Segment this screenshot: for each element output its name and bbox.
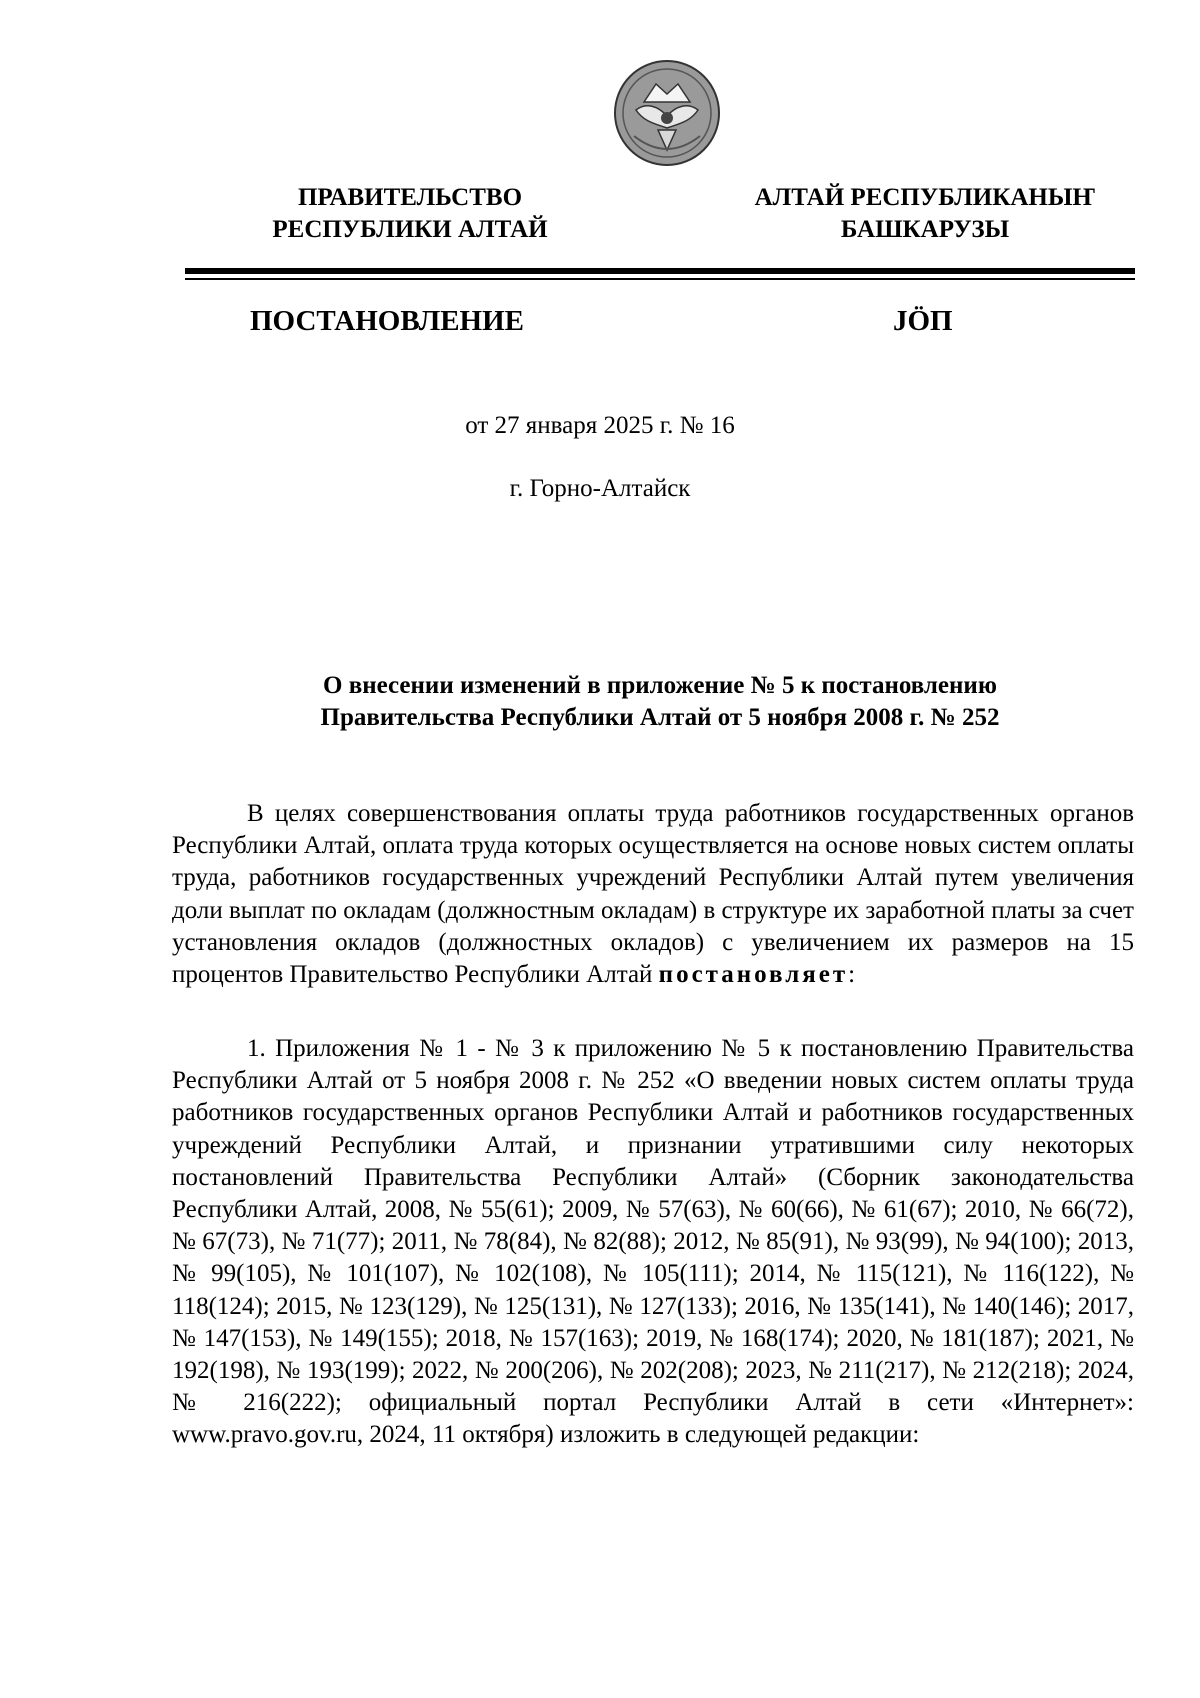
document-title-line1: О внесении изменений в приложение № 5 к постановлению — [323, 672, 997, 699]
document-city: г. Горно-Алтайск — [509, 475, 691, 502]
preamble-text: В целях совершенствования оплаты труда работников государственных органов Республики Алтай, оплата труда которых осуществляется на основе новых систем оплаты труда, работников государственных учреждений Республики Алтай путем увеличения доли выплат по окладам (должностным окладам) в структуре их заработной платы за счет установления окладов (должностных окладов) с увеличением их размеров на 15 процентов Правительство Республики Алтай — [172, 800, 1134, 989]
org-name-altai-line1: АЛТАЙ РЕСПУБЛИКАНЫҤ — [754, 184, 1096, 211]
document-title-line2: Правительства Республики Алтай от 5 ноября 2008 г. № 252 — [320, 704, 1000, 731]
document-date-number: от 27 января 2025 г. № 16 — [465, 412, 735, 439]
org-name-altai — [725, 182, 1125, 246]
org-name-russian — [250, 182, 570, 246]
doc-type-russian: ПОСТАНОВЛЕНИЕ — [250, 305, 525, 337]
clause-1-paragraph — [172, 1033, 1134, 1452]
org-name-russian-line2: РЕСПУБЛИКИ АЛТАЙ — [272, 216, 548, 243]
preamble-end: : — [848, 961, 856, 989]
clause-1-text: 1. Приложения № 1 - № 3 к приложению № 5 к постановлению Правительства Республики Алтай от 5 ноября 2008 г. № 252 «О введении новых систем оплаты труда работников государственных органов Республики Алтай и работников государственных учреждений Республики Алтай, и признании утратившими силу некоторых постановлений Правительства Республики Алтай» (Сборник законодательства Республики Алтай, 2008, № 55(61); 2009, № 57(63), № 60(66), № 61(67); 2010, № 66(72), № 67(73), № 71(77); 2011, № 78(84), № 82(88); 2012, № 85(91), № 93(99), № 94(100); 2013, № 99(105), № 101(107), № 102(108), № 105(111); 2014, № 115(121), № 116(122), № 118(124); 2015, № 123(129), № 125(131), № 127(133); 2016, № 135(141), № 140(146); 2017, № 147(153), № 149(155); 2018, № 157(163); 2019, № 168(174); 2020, № 181(187); 2021, № 192(198), № 193(199); 2022, № 200(206), № 202(208); 2023, № 211(217), № 212(218); 2024, № 216(222); официальный портал Республики Алтай в сети «Интернет»: www.pravo.gov.ru, 2024, 11 октября) изложить в следующей редакции: — [172, 1035, 1134, 1449]
header-divider-thick — [185, 268, 1135, 274]
state-emblem-icon — [612, 58, 722, 168]
preamble-paragraph — [172, 798, 1134, 991]
org-name-altai-line2: БАШКАРУЗЫ — [840, 216, 1010, 243]
header-divider-thin — [185, 278, 1135, 280]
doc-type-altai: JÖП — [893, 305, 953, 337]
document-title — [185, 670, 1135, 734]
decree-keyword: постановляет — [658, 961, 849, 989]
org-name-russian-line1: ПРАВИТЕЛЬСТВО — [297, 184, 523, 211]
